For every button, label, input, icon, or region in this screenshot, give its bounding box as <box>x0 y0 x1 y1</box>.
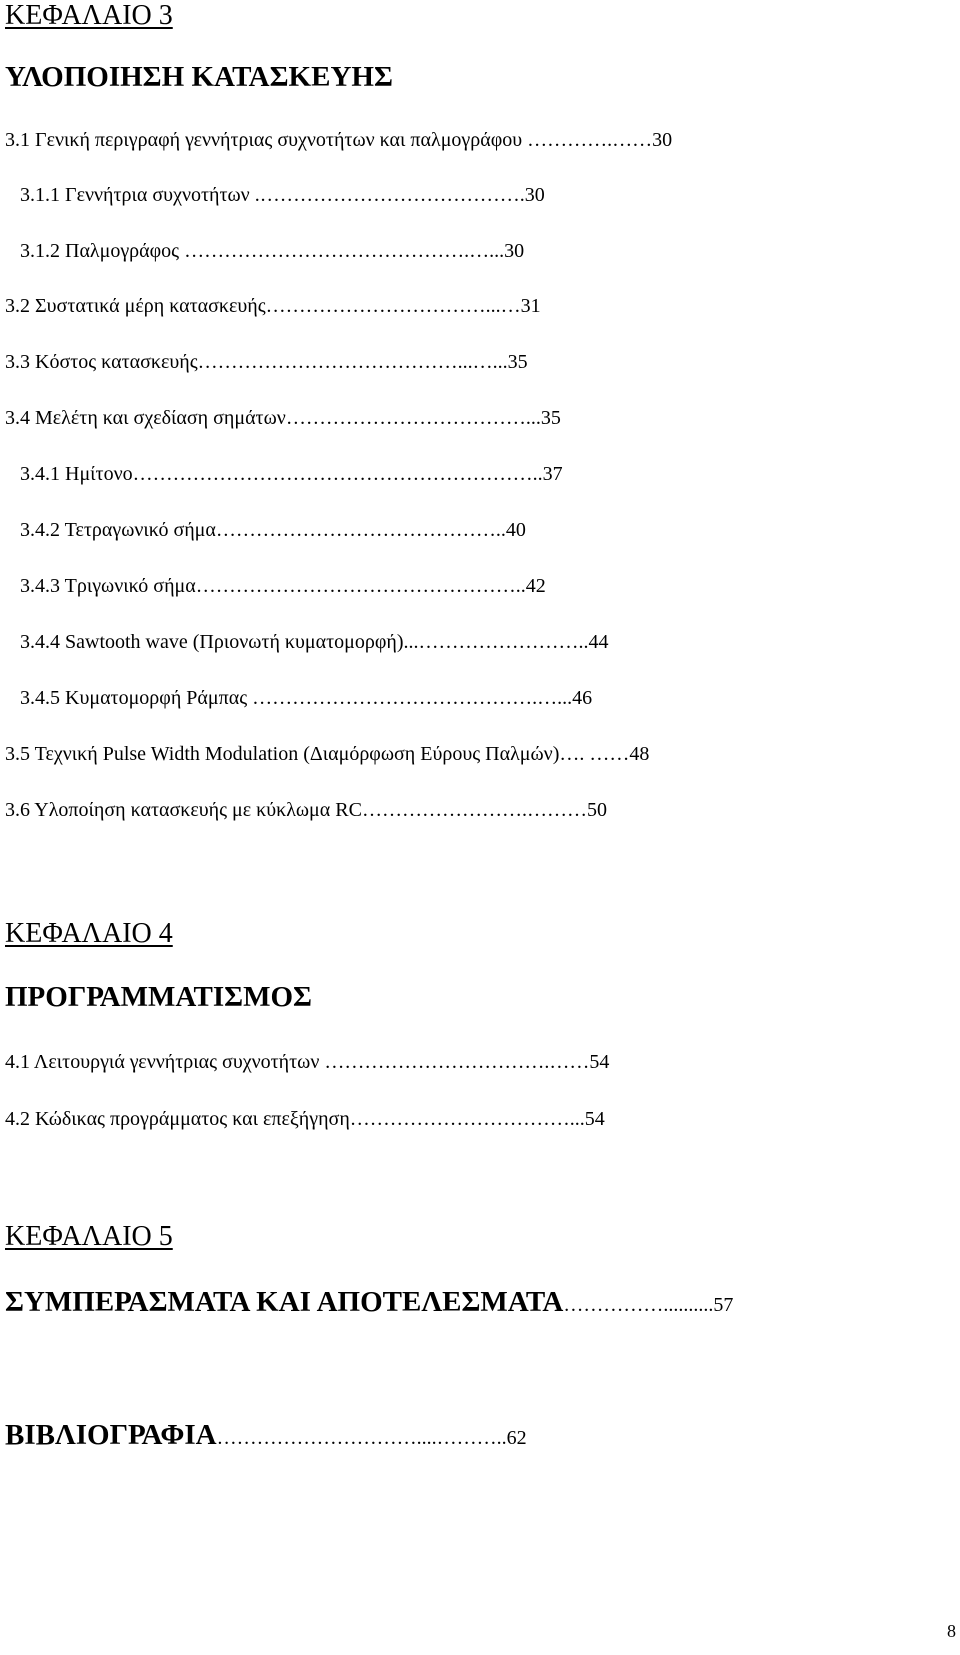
toc-entry-leader: …………………………………...…...35 <box>197 351 528 373</box>
chapter-5-label: ΚΕΦΑΛΑΙΟ 5 <box>5 1221 173 1252</box>
toc-entry-leader: …………………………….……54 <box>319 1051 610 1073</box>
toc-entry-4-1[interactable] <box>5 1050 609 1074</box>
toc-entry-3-4-2[interactable] <box>20 518 526 542</box>
toc-entry-3-4[interactable] <box>5 406 561 430</box>
toc-entry-text: 4.2 Κώδικας προγράμματος και επεξήγηση <box>5 1108 350 1130</box>
toc-entry-leader: ……………………..44 <box>418 631 609 653</box>
chapter-3-label: ΚΕΦΑΛΑΙΟ 3 <box>5 0 173 31</box>
toc-entry-text: 3.4.5 Κυματομορφή Ράμπας <box>20 687 248 709</box>
toc-entry-leader: ……………………………………..40 <box>215 519 526 541</box>
toc-entry-3-4-3[interactable] <box>20 574 546 598</box>
page-number: 8 <box>947 1621 956 1641</box>
toc-entry-chapter-5[interactable] <box>5 1285 733 1324</box>
toc-entry-leader: ………………………………...35 <box>285 407 561 429</box>
chapter-5-title: ΣΥΜΠΕΡΑΣΜΑΤΑ ΚΑΙ ΑΠΟΤΕΛΕΣΜΑΤΑ <box>5 1286 564 1318</box>
toc-entry-3-6[interactable] <box>5 798 607 822</box>
toc-entry-text: 3.3 Κόστος κατασκευής <box>5 351 198 373</box>
toc-entry-leader: …. ……48 <box>559 743 650 765</box>
toc-entry-leader: ……………………………………………………..37 <box>132 463 563 485</box>
chapter-4-label: ΚΕΦΑΛΑΙΟ 4 <box>5 918 173 949</box>
toc-entry-text: 3.2 Συστατικά μέρη κατασκευής <box>5 295 266 317</box>
toc-entry-3-4-4[interactable] <box>20 630 609 654</box>
toc-entry-bibliography[interactable] <box>5 1418 527 1457</box>
chapter-3-title: ΥΛΟΠΟΙΗΣΗ ΚΑΤΑΣΚΕΥΗΣ <box>5 61 393 93</box>
toc-entry-leader: …………………………………………..42 <box>195 575 546 597</box>
chapter-4-title: ΠΡΟΓΡΑΜΜΑΤΙΣΜΟΣ <box>5 981 313 1013</box>
toc-entry-4-2[interactable] <box>5 1107 605 1131</box>
toc-entry-text: 3.6 Υλοποίηση κατασκευής με κύκλωμα RC <box>5 799 362 821</box>
bibliography-title: ΒΙΒΛΙΟΓΡΑΦΙΑ <box>5 1419 217 1451</box>
toc-entry-leader: ……………..........57 <box>563 1294 734 1316</box>
toc-entry-3-1[interactable] <box>5 128 672 152</box>
toc-entry-text: 3.4.4 Sawtooth wave (Πριονωτή κυματομορφή)... <box>20 631 419 653</box>
toc-entry-text: 4.1 Λειτουργιά γεννήτριας συχνοτήτων <box>5 1051 320 1073</box>
toc-entry-3-5[interactable] <box>5 742 649 766</box>
toc-entry-leader: ………….……30 <box>522 129 673 151</box>
toc-entry-text: 3.1 Γενική περιγραφή γεννήτριας συχνοτήτων και παλμογράφου <box>5 129 523 151</box>
toc-entry-text: 3.4 Μελέτη και σχεδίαση σημάτων <box>5 407 286 429</box>
toc-entry-leader: .………………………………….30 <box>249 184 545 206</box>
toc-entry-leader: …………………….………50 <box>361 799 607 821</box>
toc-entry-text: 3.4.1 Ημίτονο <box>20 463 133 485</box>
toc-entry-leader: …………………………………….…...46 <box>247 687 593 709</box>
toc-entry-3-2[interactable] <box>5 294 541 318</box>
toc-entry-leader: ……………………………...54 <box>349 1108 605 1130</box>
toc-entry-3-4-1[interactable] <box>20 462 563 486</box>
toc-entry-text: 3.4.2 Τετραγωνικό σήμα <box>20 519 216 541</box>
toc-entry-leader: …………………………....………..62 <box>216 1427 527 1449</box>
toc-entry-leader: ……………………………...…31 <box>265 295 541 317</box>
toc-entry-text: 3.5 Τεχνική Pulse Width Modulation (Διαμόρφωση Εύρους Παλμών) <box>5 743 560 765</box>
toc-entry-text: 3.4.3 Τριγωνικό σήμα <box>20 575 196 597</box>
toc-entry-3-3[interactable] <box>5 350 528 374</box>
toc-entry-text: 3.1.1 Γεννήτρια συχνοτήτων <box>20 184 250 206</box>
toc-entry-leader: …………………………………….…...30 <box>179 240 525 262</box>
toc-entry-3-1-2[interactable] <box>20 239 524 263</box>
toc-entry-text: 3.1.2 Παλμογράφος <box>20 240 180 262</box>
toc-entry-3-4-5[interactable] <box>20 686 592 710</box>
toc-entry-3-1-1[interactable] <box>20 183 545 207</box>
